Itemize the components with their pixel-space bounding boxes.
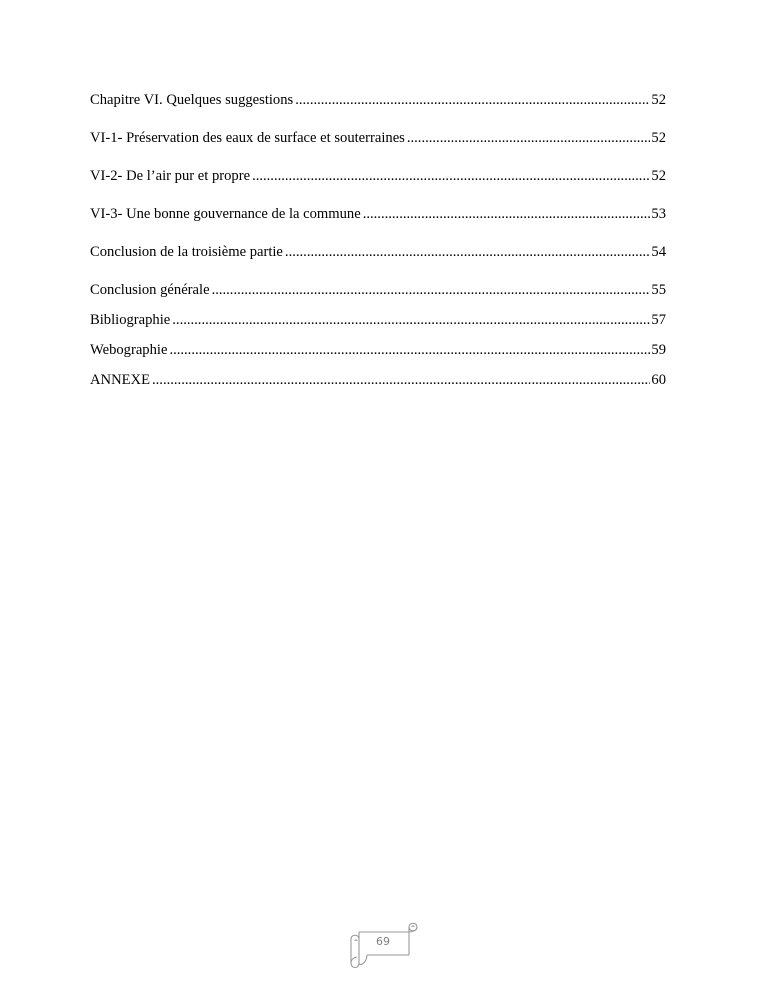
toc-dot-leader bbox=[169, 341, 650, 360]
toc-entry-conclusion-generale[interactable] bbox=[90, 281, 666, 300]
toc-entry-page: 53 bbox=[651, 206, 666, 222]
page-number-footer bbox=[347, 919, 417, 971]
toc-entry-title: Webographie bbox=[90, 342, 168, 358]
toc-dot-leader bbox=[295, 91, 650, 110]
toc-entry-chapitre-vi[interactable] bbox=[90, 91, 666, 110]
toc-entry-vi-2[interactable] bbox=[90, 167, 666, 186]
page-number: 69 bbox=[376, 935, 390, 948]
toc-entry-title: Conclusion générale bbox=[90, 282, 210, 298]
toc-entry-title: ANNEXE bbox=[90, 372, 150, 388]
toc-dot-leader bbox=[172, 311, 650, 330]
toc-entry-annexe[interactable] bbox=[90, 371, 666, 390]
toc-entry-page: 57 bbox=[651, 312, 666, 328]
toc-entry-page: 54 bbox=[651, 244, 666, 260]
toc-entry-conclusion-troisieme-partie[interactable] bbox=[90, 243, 666, 262]
toc-dot-leader bbox=[152, 371, 650, 390]
toc-entry-page: 52 bbox=[651, 130, 666, 146]
toc-entry-title: VI-2- De l’air pur et propre bbox=[90, 168, 251, 184]
toc-entry-page: 59 bbox=[651, 342, 666, 358]
toc-entry-title: Conclusion de la troisième partie bbox=[90, 244, 283, 260]
toc-entry-page: 52 bbox=[651, 92, 666, 108]
toc-entry-webographie[interactable] bbox=[90, 341, 666, 360]
toc-entry-title: Chapitre VI. Quelques suggestions bbox=[90, 92, 294, 108]
toc-dot-leader bbox=[407, 129, 651, 148]
toc-entry-title: VI-1- Préservation des eaux de surface et souterraines bbox=[90, 130, 405, 146]
toc-entry-title: VI-3- Une bonne gouvernance de la commune bbox=[90, 206, 361, 222]
toc-dot-leader bbox=[285, 243, 650, 262]
toc-entry-page: 55 bbox=[651, 282, 666, 298]
toc-dot-leader bbox=[252, 167, 650, 186]
toc-dot-leader bbox=[212, 281, 651, 300]
toc-entry-bibliographie[interactable] bbox=[90, 311, 666, 330]
toc-entry-title: Bibliographie bbox=[90, 312, 171, 328]
table-of-contents bbox=[90, 91, 666, 390]
toc-entry-page: 52 bbox=[651, 168, 666, 184]
toc-dot-leader bbox=[363, 205, 651, 224]
toc-entry-vi-3[interactable] bbox=[90, 205, 666, 224]
toc-entry-vi-1[interactable] bbox=[90, 129, 666, 148]
toc-entry-page: 60 bbox=[651, 372, 666, 388]
